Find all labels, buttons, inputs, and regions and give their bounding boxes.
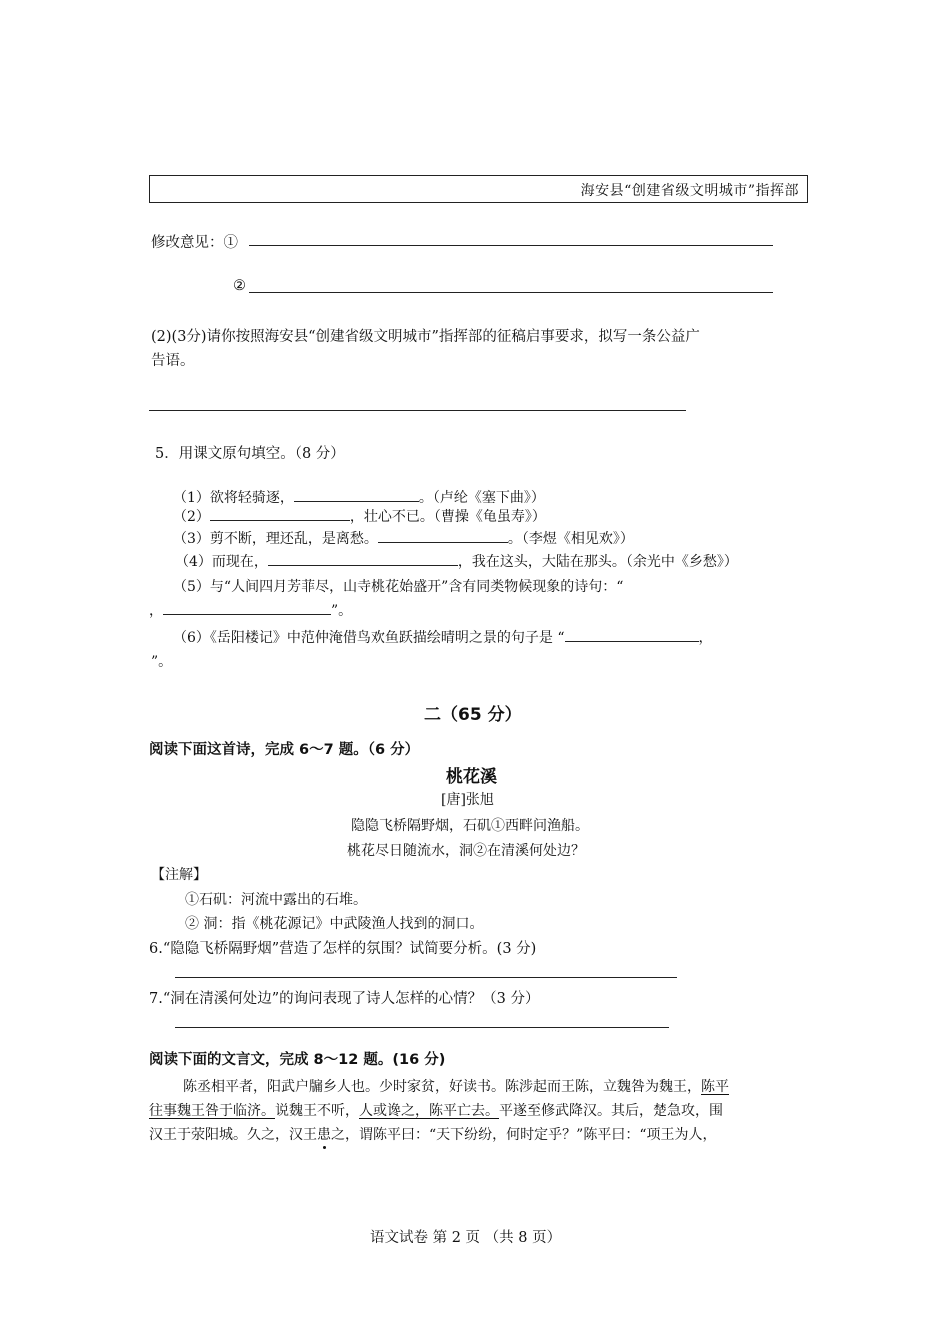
notice-signature-box [149, 175, 808, 203]
q2-line2: 告语。 [151, 353, 195, 369]
question-7: 7.“洞在清溪何处边”的询问表现了诗人怎样的心情？（3 分） [149, 991, 540, 1007]
q5-item-4: （4）而现在， ，我在这头，大陆在那头。（余光中《乡愁》） [175, 551, 738, 571]
question-6: 6.“隐隐飞桥隔野烟”营造了怎样的氛围？试简要分析。(3 分) [149, 941, 537, 957]
q5-blank-1[interactable] [294, 487, 419, 502]
q2-line1: (2)(3分)请你按照海安县“创建省级文明城市”指挥部的征稿启事要求，拟写一条公益广 [151, 329, 700, 345]
poem-line-2: 桃花尽日随流水，洞②在清溪何处边？ [347, 843, 585, 859]
poem-author: [唐]张旭 [441, 792, 494, 808]
note-heading: 【注解】 [151, 867, 207, 883]
q5-title: 5．用课文原句填空。（8 分） [155, 446, 345, 462]
q5-item-1: （1）欲将轻骑逐， 。（卢纶《塞下曲》） [173, 487, 545, 507]
prose-line-3: 汉王于荥阳城。久之，汉王患之，谓陈平曰：“天下纷纷，何时定乎？”陈平曰：“项王为人， [149, 1127, 717, 1143]
q5-item-6-end: ”。 [151, 654, 173, 670]
q5-blank-6[interactable] [565, 627, 699, 642]
q5-blank-4[interactable] [268, 551, 458, 566]
revision-blank-1[interactable] [249, 245, 773, 246]
note-2: ② 洞：指《桃花源记》中武陵渔人找到的洞口。 [185, 916, 484, 932]
q5-item-2: （2） ，壮心不已。（曹操《龟虽寿》） [173, 506, 546, 526]
q5-item-3: （3）剪不断，理还乱，是离愁。 。（李煜《相见欢》） [173, 528, 634, 548]
prose-underline-1b: 往事魏王咎于临济。 [149, 1103, 275, 1119]
prose-underline-2: 人或谗之，陈平亡去。 [359, 1103, 499, 1119]
q5-blank-2[interactable] [210, 506, 350, 521]
q5-blank-3[interactable] [378, 528, 508, 543]
poem-line-1: 隐隐飞桥隔野烟，石矶①西畔问渔船。 [351, 818, 589, 834]
revision-marker-2: ② [233, 278, 246, 294]
prose-underline-1a: 陈平 [701, 1079, 729, 1095]
poem-title: 桃花溪 [446, 767, 497, 787]
q6-answer-blank[interactable] [175, 977, 677, 978]
q2-answer-blank[interactable] [149, 410, 686, 411]
prose-intro: 阅读下面的文言文，完成 8～12 题。(16 分) [149, 1052, 446, 1068]
q5-item-5-cont: ， ”。 [149, 600, 352, 620]
section-2-title: 二（65 分） [424, 705, 522, 725]
note-1: ①石矶：河流中露出的石堆。 [185, 892, 367, 908]
q5-item-6: （6）《岳阳楼记》中范仲淹借鸟欢鱼跃描绘晴明之景的句子是 “ ， [173, 627, 713, 647]
emphasized-word: 患 [317, 1127, 331, 1143]
poem-intro: 阅读下面这首诗，完成 6～7 题。（6 分） [149, 742, 420, 758]
page-footer: 语文试卷 第 2 页 （共 8 页） [370, 1230, 562, 1246]
q7-answer-blank[interactable] [175, 1027, 669, 1028]
prose-line-2: 往事魏王咎于临济。说魏王不听，人或谗之，陈平亡去。平遂至修武降汉。其后，楚急攻，围 [149, 1103, 723, 1119]
revision-blank-2[interactable] [249, 292, 773, 293]
prose-line-1: 陈丞相平者，阳武户牖乡人也。少时家贫，好读书。陈涉起而王陈，立魏咎为魏王，陈平 [183, 1079, 729, 1095]
revision-label: 修改意见：① [151, 235, 238, 251]
q5-item-5: （5）与“人间四月芳菲尽，山寺桃花始盛开”含有同类物候现象的诗句：“ [173, 579, 624, 595]
q5-blank-5[interactable] [163, 600, 331, 615]
notice-signature: 海安县“创建省级文明城市”指挥部 [580, 183, 799, 199]
